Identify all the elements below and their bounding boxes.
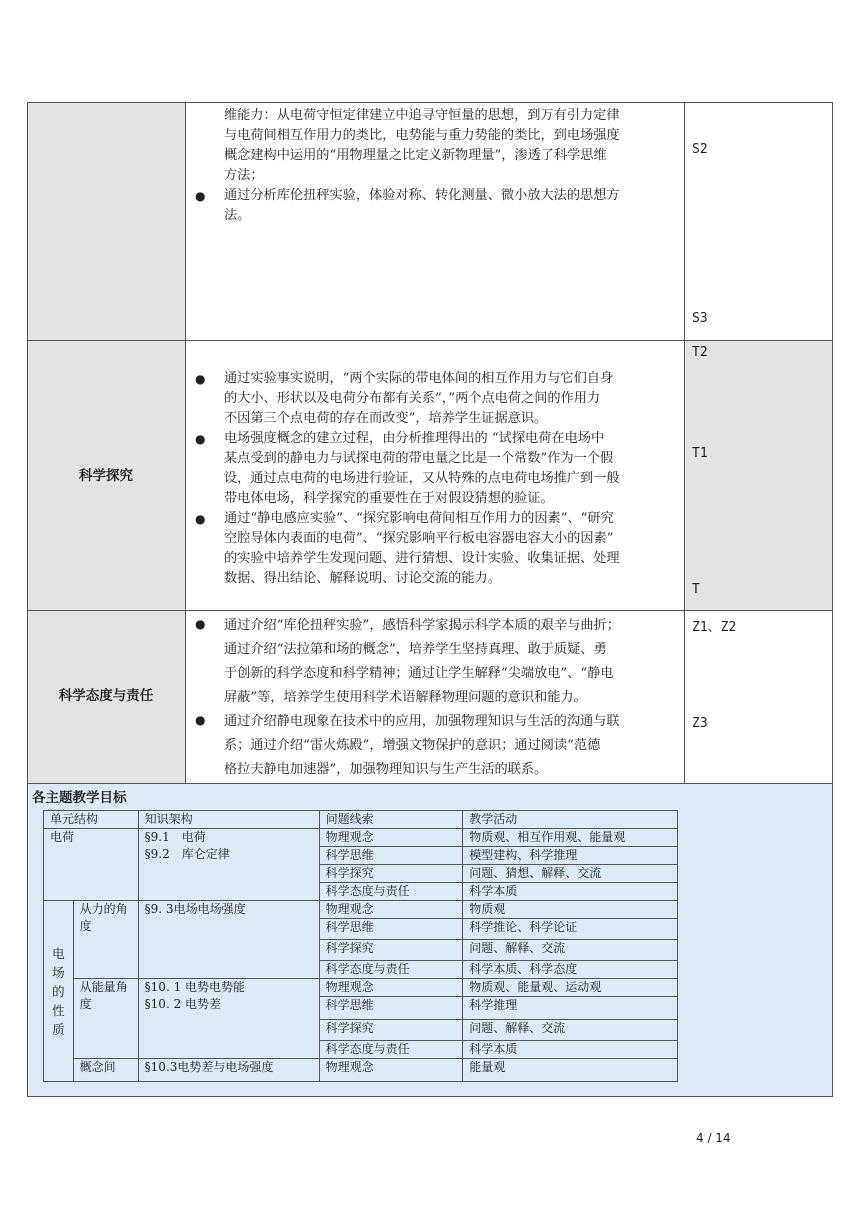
- knowledge-item: §9.2 库仑定律: [144, 847, 230, 861]
- activity-cell: 问题、解释、交流: [463, 940, 678, 961]
- header-unit: 单元结构: [44, 811, 139, 829]
- question-cell: 科学思维: [319, 997, 463, 1020]
- code-s2: S2: [692, 142, 708, 157]
- sub-force: [73, 901, 138, 979]
- text-line: 格拉夫静电加速器”，加强物理知识与生产生活的联系。: [224, 762, 548, 777]
- activity-cell: 科学本质: [463, 883, 678, 901]
- code-z3: Z3: [692, 716, 708, 731]
- activity-cell: 科学本质、科学态度: [463, 961, 678, 979]
- knowledge-concept: §10.3电势差与电场强度: [138, 1059, 319, 1082]
- text-line: 通过介绍“库伦扭秤实验”，感悟科学家揭示科学本质的艰辛与曲折；: [224, 618, 620, 633]
- section-title: 各主题教学目标: [32, 790, 127, 806]
- text-line: 屏蔽”等，培养学生使用科学术语解释物理问题的意识和能力。: [224, 690, 587, 705]
- text-line: 不因第三个点电荷的存在而改变”，培养学生证据意识。: [224, 411, 548, 426]
- text-line: 通过介绍“法拉第和场的概念”，培养学生坚持真理、敢于质疑、勇: [224, 642, 607, 657]
- code-z1-z2: Z1、Z2: [692, 620, 737, 635]
- activity-cell: 科学推论、科学论证: [463, 919, 678, 940]
- header-question: 问题线索: [319, 811, 463, 829]
- activity-cell: 问题、猜想、解释、交流: [463, 865, 678, 883]
- sub-name: 从能量角度: [79, 980, 128, 1011]
- sub-name: 从力的角度: [79, 902, 128, 933]
- activity-cell: 科学推理: [463, 997, 678, 1020]
- activity-cell: 问题、解释、交流: [463, 1020, 678, 1041]
- bullet-icon: ●: [195, 189, 206, 203]
- code-t2: T2: [692, 345, 708, 360]
- text-line: 法。: [224, 208, 251, 223]
- text-line: 于创新的科学态度和科学精神；通过让学生解释“尖端放电”、“静电: [224, 666, 614, 681]
- code-cell-bg-2: [684, 341, 832, 610]
- text-line: 空腔导体内表面的电荷”、“探究影响平行板电容器电容大小的因素”: [224, 531, 614, 546]
- text-line: 带电体电场，科学探究的重要性在于对假设猜想的验证。: [224, 491, 554, 506]
- row-label-science-inquiry: 科学探究: [79, 468, 133, 484]
- text-line: 与电荷间相互作用力的类比，电势能与重力势能的类比，到电场强度: [224, 128, 620, 143]
- text-line: 维能力：从电荷守恒定律建立中追寻守恒量的思想，到万有引力定律: [224, 108, 620, 123]
- bullet-icon: ●: [195, 372, 206, 386]
- knowledge-charge: [138, 829, 319, 901]
- question-cell: 科学态度与责任: [319, 961, 463, 979]
- text-line: 的大小、形状以及电荷分布都有关系”，”两个点电荷之间的作用力: [224, 391, 601, 406]
- text-line: 数据、得出结论、解释说明、讨论交流的能力。: [224, 571, 501, 586]
- text-line: 通过介绍静电现象在技术中的应用，加强物理知识与生活的沟通与联: [224, 714, 620, 729]
- text-line: 通过分析库伦扭秤实验，体验对称、转化测量、微小放大法的思想方: [224, 188, 620, 203]
- unit-charge: 电荷: [44, 829, 139, 901]
- knowledge-item: §9.1 电荷: [144, 830, 206, 844]
- knowledge-force: §9. 3电场电场强度: [138, 901, 319, 979]
- question-cell: 物理观念: [319, 829, 463, 847]
- bullet-icon: ●: [195, 432, 206, 446]
- activity-cell: 物质观、相互作用观、能量观: [463, 829, 678, 847]
- bullet-icon: ●: [195, 713, 206, 727]
- text-line: 通过“静电感应实验”、“探究影响电荷间相互作用力的因素”、“研究: [224, 511, 614, 526]
- text-line: 的实验中培养学生发现问题、进行猜想、设计实验、收集证据、处理: [224, 551, 620, 566]
- question-cell: 物理观念: [319, 1059, 463, 1082]
- code-t: T: [692, 582, 700, 597]
- question-cell: 科学思维: [319, 919, 463, 940]
- activity-cell: 能量观: [463, 1059, 678, 1082]
- code-s3: S3: [692, 311, 708, 326]
- property-label: 电场的性质: [52, 945, 65, 1037]
- page-number: 4 / 14: [696, 1131, 731, 1145]
- header-knowledge: 知识架构: [138, 811, 319, 829]
- question-cell: 科学探究: [319, 1020, 463, 1041]
- bullet-icon: ●: [195, 512, 206, 526]
- text-line: 方法；: [224, 168, 264, 183]
- sub-energy: [73, 979, 138, 1059]
- sub-concept: 概念间: [73, 1059, 138, 1082]
- activity-cell: 物质观: [463, 901, 678, 919]
- question-cell: 科学态度与责任: [319, 883, 463, 901]
- question-cell: 物理观念: [319, 901, 463, 919]
- text-line: 电场强度概念的建立过程，由分析推理得出的 “试探电荷在电场中: [224, 431, 605, 446]
- knowledge-energy: [138, 979, 319, 1059]
- row-label-science-attitude: 科学态度与责任: [58, 688, 154, 704]
- activity-cell: 物质观、能量观、运动观: [463, 979, 678, 997]
- question-cell: 科学态度与责任: [319, 1041, 463, 1059]
- knowledge-item: §10. 1 电势电势能: [144, 980, 246, 994]
- knowledge-item: §10. 2 电势差: [144, 997, 222, 1011]
- label-cell-bg-1: [27, 103, 185, 340]
- code-t1: T1: [692, 446, 708, 461]
- unit-field-property: [44, 901, 74, 1082]
- text-line: 通过实验事实说明，“两个实际的带电体间的相互作用力与它们自身: [224, 371, 614, 386]
- header-activity: 教学活动: [463, 811, 678, 829]
- text-line: 某点受到的静电力与试探电荷的带电量之比是一个常数”作为一个假: [224, 451, 614, 466]
- question-cell: 科学思维: [319, 847, 463, 865]
- text-line: 设，通过点电荷的电场进行验证，又从特殊的点电荷电场推广到一般: [224, 471, 620, 486]
- question-cell: 科学探究: [319, 940, 463, 961]
- activity-cell: 科学本质: [463, 1041, 678, 1059]
- question-cell: 科学探究: [319, 865, 463, 883]
- text-line: 概念建构中运用的“用物理量之比定义新物理量”，渗透了科学思维: [224, 148, 607, 163]
- bullet-icon: ●: [195, 617, 206, 631]
- unit-objectives-table: [43, 810, 678, 1082]
- activity-cell: 模型建构、科学推理: [463, 847, 678, 865]
- question-cell: 物理观念: [319, 979, 463, 997]
- text-line: 系；通过介绍“雷火炼殿”，增强文物保护的意识；通过阅读“范德: [224, 738, 601, 753]
